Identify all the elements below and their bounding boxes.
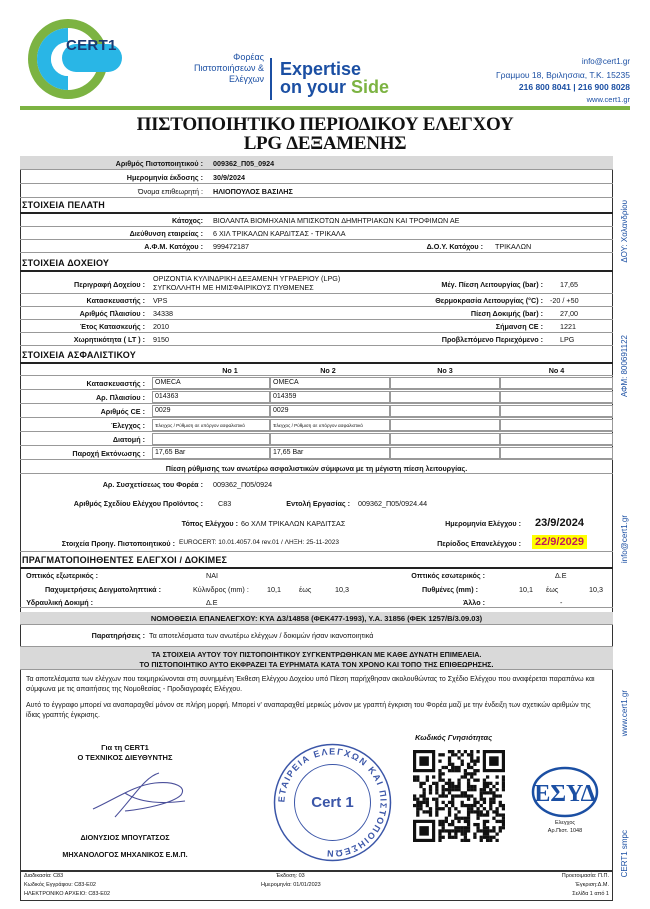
svg-text:Cert 1: Cert 1 [311,794,354,811]
cylinder-max: 10,3 [335,585,349,594]
recheck-period: 22/9/2029 [532,535,587,549]
owner-row: Κάτοχος: ΒΙΟΛΑΝΤΑ ΒΙΟΜΗΧΑΝΙΑ ΜΠΙΣΚΟΤΩΝ ΔΗΜΗΤΡΙΑΚΩΝ ΚΑΙ ΤΡΟΦΙΜΩΝ ΑΕ [20,214,613,227]
control-place: 6ο ΧΛΜ ΤΡΙΚΑΛΩΝ ΚΑΡΔΙΤΣΑΣ [241,519,346,528]
control-plan: C83 [218,499,232,508]
header-rule [20,106,630,110]
safety-note: Πίεση ρύθμισης των ανωτέρω ασφαλιστικών σύμφωνα με τη μέγιστη πίεση λειτουργίας. [165,464,468,473]
max-pressure: 17,65 [560,280,578,289]
logo-text: CERT1 [66,37,117,54]
ce-mark: 1221 [560,322,576,331]
safety-cell [390,447,500,459]
cert-number-row: Αριθμός Πιστοποιητικού : 009362_Π05_0924 [20,156,613,170]
tagline: Expertise on your Side [280,59,390,97]
safety-cell [390,405,500,417]
side-email: info@cert1.gr [620,515,629,564]
tank-heading: ΣΤΟΙΧΕΙΑ ΔΟΧΕΙΟΥ [22,258,110,268]
internal-visual: Δ.Ε [555,571,567,580]
cert1-logo-icon [26,14,126,104]
safety-cell [500,377,613,389]
bottom-max: 10,3 [589,585,603,594]
safety-cell [152,433,270,445]
owner-name: ΒΙΟΛΑΝΤΑ ΒΙΟΜΗΧΑΝΙΑ ΜΠΙΣΚΟΤΩΝ ΔΗΜΗΤΡΙΑΚΩΝ ΚΑΙ ΤΡΟΦΙΜΩΝ ΑΕ [213,216,460,225]
tank-serial: 34338 [153,309,173,318]
control-date: 23/9/2024 [535,517,584,529]
contact-address: Γραμμου 18, Βριλησσια, Τ.Κ. 15235 [495,69,630,80]
safety-cell [500,405,613,417]
safety-cell [390,391,500,403]
safety-cell [390,433,500,445]
contact-phones: 216 800 8041 | 216 900 8028 [518,82,630,92]
safety-cell [500,391,613,403]
safety-cell [390,419,500,431]
safety-row: Διατομή : [20,432,613,446]
results-paragraph: Τα αποτελέσματα των ελέγχων που τεκμηριώνονται στη συνημμένη Έκθεση Ελέγχου Δοχείου υπό Πίεση παρήχθησαν ακολουθώντας το Σχέδιο Ελέγχου που αναφέρεται παραπάνω και σύμφωνα με τις απαιτήσεις της Νομοθεσίας - Προδιαγραφές Ελέγχου. [26,676,595,693]
test-pressure: 27,00 [560,309,578,318]
safety-cell [500,433,613,445]
issue-date: 30/9/2024 [213,173,245,182]
safety-cell [500,419,613,431]
safety-heading: ΣΤΟΙΧΕΙΑ ΑΣΦΑΛΙΣΤΙΚΟΥ [22,350,136,360]
svg-text:ΕΤΑΙΡΕΙΑ ΕΛΕΓΧΩΝ ΚΑΙ ΠΙΣΤΟΠΟΙΗ: ΕΤΑΙΡΕΙΑ ΕΛΕΓΧΩΝ ΚΑΙ ΠΙΣΤΟΠΟΙΗΣΕΩΝ [276,746,389,859]
safety-cell: 014359 [270,391,390,403]
issue-date-row: Ημερομηνία έκδοσης : 30/9/2024 [20,170,613,184]
safety-row: Παροχή Εκτόνωσης : 17,65 Bar 17,65 Bar [20,446,613,460]
contact-email[interactable]: info@cert1.gr [581,57,630,66]
tank-description-row: Περιγραφή Δοχείου : ΟΡΙΖΟΝΤΙΑ ΚΥΛΙΝΔΡΙΚΗ ΔΕΞΑΜΕΝΗ ΥΓΡΑΕΡΙΟΥ (LPG) ΣΥΓΚΟΛΛΗΤΗ ΜΕ ΗΜΙΣΦΑΙΡΙΚΟΥΣ ΠΥΘΜΕΝΕΣ Μέγ. Πίεση Λειτουργίας (bar) : 17,65 [20,272,613,294]
safety-cell: Έλεγχος / Ρύθμιση σε υπόργον ασφαλιστικό [152,419,270,431]
hydraulic-test: Δ.Ε [206,598,218,607]
tank-description-2: ΣΥΓΚΟΛΛΗΤΗ ΜΕ ΗΜΙΣΦΑΙΡΙΚΟΥΣ ΠΥΘΜΕΝΕΣ [153,283,314,292]
qr-code-icon[interactable] [413,750,505,842]
contact-block [496,56,630,106]
qr-label: Κωδικός Γνησιότητας [415,733,493,742]
side-doy: ΔΟΥ: Χαλανδρίου [620,200,629,263]
cylinder-min: 10,1 [267,585,281,594]
safety-col-headers: Νο 1 Νο 2 Νο 3 Νο 4 [20,364,613,376]
safety-cell: 0029 [152,405,270,417]
safety-row: Αρ. Πλαισίου : 014363 014359 [20,390,613,404]
safety-row: Κατασκευαστής : OMECA OMECA [20,376,613,390]
signature-icon [85,765,195,825]
svg-text:ΕΣΥΔ: ΕΣΥΔ [534,781,596,807]
document-title: ΠΙΣΤΟΠΟΙΗΤΙΚΟ ΠΕΡΙΟΔΙΚΟΥ ΕΛΕΓΧΟΥ LPG ΔΕΞΑΜΕΝΗΣ [136,114,514,154]
remarks: Τα αποτελέσματα των ανωτέρω ελέγχων / δοκιμών ήσαν ικανοποιητικά [149,631,374,640]
signatory: ΔΙΟΝΥΣΙΟΣ ΜΠΟΥΓΑΤΣΟΣ ΜΗΧΑΝΟΛΟΓΟΣ ΜΗΧΑΝΙΚΟΣ Ε.Μ.Π. [62,833,188,859]
tank-description-1: ΟΡΙΖΟΝΤΙΑ ΚΥΛΙΝΔΡΙΚΗ ΔΕΞΑΜΕΝΗ ΥΓΡΑΕΡΙΟΥ (LPG) [153,274,341,283]
safety-cell [270,433,390,445]
side-website: www.cert1.gr [620,690,629,737]
owner-afm: 999472187 [213,242,249,251]
safety-row: Αριθμός CE : 0029 0029 [20,404,613,418]
other-test: - [560,598,563,607]
safety-cell: 014363 [152,391,270,403]
esyd-logo-icon [530,765,600,820]
safety-cell: Έλεγχος / Ρύθμιση σε υπόργον ασφαλιστικό [270,419,390,431]
safety-cell: OMECA [152,377,270,389]
reproduction-paragraph: Αυτό το έγγραφο μπορεί να αναπαραχθεί μόνον σε πλήρη μορφή. Μπορεί ν' αναπαραχθεί μερικώς μόνον με γραπτή έγκριση του Φορέα μαζί με την ένδειξη των σχετικών αριθμών της ίδιας γραπτής έγκρισης. [26,702,591,719]
previous-certificate: EUROCERT: 10.01.4057.04 rev.01 / ΛΗΞΗ: 25-11-2023 [179,539,339,546]
tank-content: LPG [560,335,575,344]
safety-cell: OMECA [270,377,390,389]
safety-cell [390,377,500,389]
esyd-caption: Ελεγχος Αρ.Πιστ. 1048 [547,820,583,834]
side-afm: ΑΦΜ: 800691122 [620,335,629,398]
organization-name: Φορέας Πιστοποιήσεων & Ελέγχων [193,52,264,84]
safety-row: Έλεγχος : Έλεγχος / Ρύθμιση σε υπόργον ασφαλιστικό Έλεγχος / Ρύθμιση σε υπόργον ασφαλιστικό [20,418,613,432]
safety-cell: 17,65 Bar [270,447,390,459]
inspector-row: Όνομα επιθεωρητή : ΗΛΙΟΠΟΥΛΟΣ ΒΑΣΙΛΗΣ [20,184,613,198]
company-address: 6 ΧΙΛ ΤΡΙΚΑΛΩΝ ΚΑΡΔΙΤΣΑΣ - ΤΡΙΚΑΛΑ [213,229,346,238]
association-number: 009362_Π05/0924 [213,480,273,489]
statement-box: ΤΑ ΣΤΟΙΧΕΙΑ ΑΥΤΟΥ ΤΟΥ ΠΙΣΤΟΠΟΙΗΤΙΚΟΥ ΣΥΓΚΕΝΤΡΩΘΗΚΑΝ ΜΕ ΚΑΘΕ ΔΥΝΑΤΗ ΕΠΙΜΕΛΕΙΑ. ΤΟ ΠΙΣΤΟΠΟΙΗΤΙΚΟ ΑΥΤΟ ΕΚΦΡΑΖΕΙ ΤΑ ΕΥΡΗΜΑΤΑ ΚΑΤΑ ΤΟΝ ΧΡΟΝΟ ΚΑΙ ΤΟΠΟ ΤΗΣ ΕΠΙΘΕΩΡΗΣΗΣ. [20,646,613,670]
company-address-row: Διεύθυνση εταιρείας : 6 ΧΙΛ ΤΡΙΚΑΛΩΝ ΚΑΡΔΙΤΣΑΣ - ΤΡΙΚΑΛΑ [20,227,613,240]
tagline-divider [270,58,272,100]
safety-cell [500,447,613,459]
tax-row: Α.Φ.Μ. Κατόχου : 999472187 Δ.Ο.Υ. Κατόχου : ΤΡΙΚΑΛΩΝ [20,240,613,253]
legislation: ΝΟΜΟΘΕΣΙΑ ΕΠΑΝΕΛΕΓΧΟΥ: ΚΥΑ Δ3/14858 (ΦΕΚ477-1993), Υ.Α. 31856 (ΦΕΚ 1257/Β/3.09.03) [150,614,483,623]
tests-heading: ΠΡΑΓΜΑΤΟΠΟΙΗΘΕΝΤΕΣ ΕΛΕΓΧΟΙ / ΔΟΚΙΜΕΣ [22,555,228,565]
external-visual: ΝΑΙ [206,571,218,580]
capacity: 9150 [153,335,169,344]
operating-temp: -20 / +50 [550,296,579,305]
contact-website[interactable]: www.cert1.gr [586,94,630,104]
document-footer: Διαδικασία: C83 Κωδικός Εγγράφου: C83-E02 ΗΛΕΚΤΡΟΝΙΚΟ ΑΡΧΕΙΟ: C83-E02 Έκδοση: 03 Ημερομηνία: 01/01/2023 Προετοιμασία: Π.Π. Έγκριση:Δ.Μ. Σελίδα 1 από 1 [20,871,613,901]
cert-number: 009362_Π05_0924 [213,159,275,168]
letterhead [0,0,650,112]
signature-heading: Για τη CERT1 Ο ΤΕΧΝΙΚΟΣ ΔΙΕΥΘΥΝΤΗΣ [77,743,173,762]
company-stamp-icon [270,740,395,865]
owner-doy: ΤΡΙΚΑΛΩΝ [495,242,532,251]
safety-cell: 17,65 Bar [152,447,270,459]
inspector-name: ΗΛΙΟΠΟΥΛΟΣ ΒΑΣΙΛΗΣ [213,187,293,196]
tank-maker: VPS [153,296,168,305]
work-order: 009362_Π05/0924.44 [358,499,428,508]
bottom-min: 10,1 [519,585,533,594]
build-year: 2010 [153,322,169,331]
side-company: CERT1 smpc [620,830,629,878]
client-heading: ΣΤΟΙΧΕΙΑ ΠΕΛΑΤΗ [22,200,105,210]
safety-cell: 0029 [270,405,390,417]
